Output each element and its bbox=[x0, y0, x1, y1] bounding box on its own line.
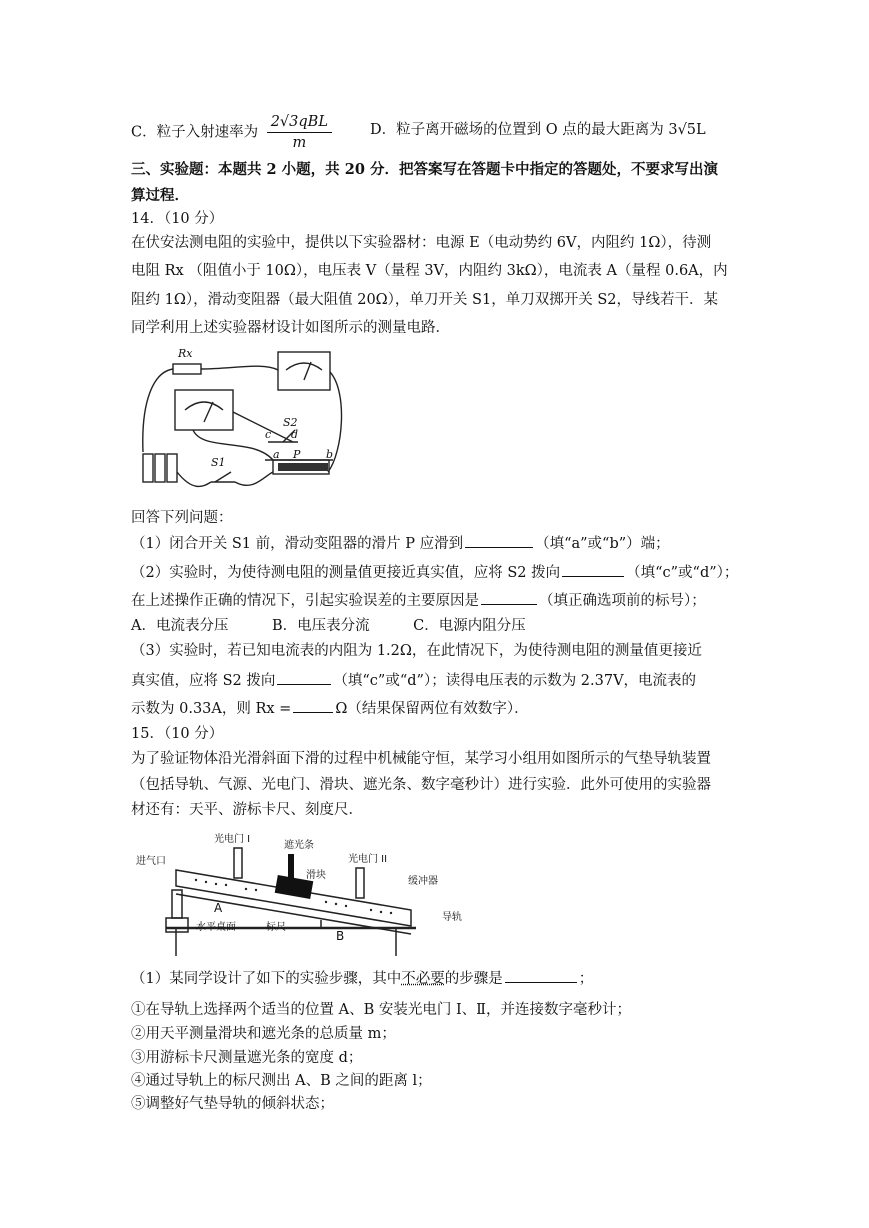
q14-sub3c-text: 示数为 0.33A，则 Rx = bbox=[131, 701, 292, 717]
label-gate-1: 光电门 I bbox=[214, 834, 251, 845]
label-a: a bbox=[273, 448, 280, 461]
label-b: b bbox=[326, 448, 334, 461]
label-rail: 导轨 bbox=[442, 912, 462, 923]
label-gate-2: 光电门 II bbox=[348, 854, 388, 865]
q15-label: 15．（10 分） bbox=[131, 726, 224, 742]
step-4: ④通过导轨上的标尺测出 A、B 之间的距离 l； bbox=[131, 1073, 432, 1089]
q14-para-2: 电阻 Rx （阻值小于 10Ω），电压表 V（量程 3V，内阻约 3kΩ），电流表 A（量程 0.6A，内 bbox=[131, 263, 728, 279]
shade-strip bbox=[288, 854, 294, 880]
q14-choices: A．电流表分压 B．电压表分流 C．电源内阻分压 bbox=[131, 618, 526, 634]
label-buffer: 缓冲器 bbox=[408, 876, 438, 887]
option-c-fraction bbox=[267, 112, 332, 153]
label-a: A bbox=[214, 901, 223, 915]
q14-sub3a: （3）实验时，若已知电流表的内阻为 1.2Ω，在此情况下，为使待测电阻的测量值更接近 bbox=[131, 643, 702, 659]
q14-sub1-text: （1）闭合开关 S1 前，滑动变阻器的滑片 P 应滑到 bbox=[131, 536, 464, 552]
q15-para-2: （包括导轨、气源、光电门、滑块、遮光条、数字毫秒计）进行实验．此外可使用的实验器 bbox=[131, 777, 711, 793]
q14-sub3c bbox=[131, 698, 529, 719]
label-rx: Rx bbox=[178, 347, 193, 360]
q14-sub1-tail: （填“a”或“b”）端； bbox=[535, 536, 670, 552]
fraction-numerator: 2√3qBL bbox=[267, 112, 332, 133]
answer-intro: 回答下列问题： bbox=[131, 510, 233, 526]
step-3: ③用游标卡尺测量遮光条的宽度 d； bbox=[131, 1050, 363, 1066]
q14-sub2-tail: （填“c”或“d”）； bbox=[626, 565, 739, 581]
label-desk: 水平桌面 bbox=[196, 922, 236, 933]
option-c bbox=[131, 112, 336, 153]
q14-para-3: 阻约 1Ω），滑动变阻器（最大阻值 20Ω），单刀开关 S1，单刀双掷开关 S2，导线若干．某 bbox=[131, 292, 718, 308]
q14-sub2b bbox=[131, 590, 706, 611]
q14-sub3c-tail: Ω（结果保留两位有效数字）． bbox=[335, 701, 529, 717]
q15-para-3: 材还有：天平、游标卡尺、刻度尺． bbox=[131, 802, 363, 818]
answer-blank[interactable] bbox=[277, 670, 331, 685]
q14-para-1: 在伏安法测电阻的实验中，提供以下实验器材：电源 E（电动势约 6V，内阻约 1Ω），待测 bbox=[131, 235, 712, 251]
q15-sub1 bbox=[131, 968, 593, 989]
answer-blank[interactable] bbox=[481, 590, 537, 605]
label-d: d bbox=[291, 428, 299, 441]
label-slider: 滑块 bbox=[306, 870, 326, 881]
q14-sub3b bbox=[131, 670, 696, 691]
option-d: D．粒子离开磁场的位置到 O 点的最大距离为 3√5L bbox=[370, 122, 706, 138]
ammeter-box bbox=[278, 352, 330, 390]
label-s1: S1 bbox=[211, 456, 226, 469]
rheostat-coil bbox=[278, 463, 328, 471]
label-b: B bbox=[336, 929, 345, 943]
label-inlet: 进气口 bbox=[136, 856, 166, 867]
q15-sub1-text: （1）某同学设计了如下的实验步骤，其中 bbox=[131, 971, 402, 987]
resistor-rx bbox=[173, 364, 201, 374]
answer-blank[interactable] bbox=[505, 968, 577, 983]
answer-blank[interactable] bbox=[465, 533, 533, 548]
voltmeter-box bbox=[175, 390, 233, 430]
q14-sub3b-text: 真实值，应将 S2 拨向 bbox=[131, 673, 276, 689]
label-shade: 遮光条 bbox=[284, 840, 314, 851]
circuit-figure bbox=[133, 342, 348, 497]
q14-para-4: 同学利用上述实验器材设计如图所示的测量电路． bbox=[131, 320, 450, 336]
q14-sub2b-text: 在上述操作正确的情况下，引起实验误差的主要原因是 bbox=[131, 593, 479, 609]
fraction-denominator: m bbox=[292, 135, 307, 151]
step-5: ⑤调整好气垫导轨的倾斜状态； bbox=[131, 1096, 334, 1112]
q14-sub3b-tail: （填“c”或“d”）；读得电压表的示数为 2.37V，电流表的 bbox=[333, 673, 697, 689]
section-heading: 三、实验题：本题共 2 小题，共 20 分．把答案写在答题卡中指定的答题处，不要求写出演 bbox=[131, 161, 718, 178]
emphasis-unnecessary: 不必要 bbox=[401, 971, 445, 987]
step-2: ②用天平测量滑块和遮光条的总质量 m； bbox=[131, 1026, 396, 1042]
label-s2: S2 bbox=[283, 416, 298, 429]
air-track-figure bbox=[136, 828, 506, 958]
label-p: P bbox=[293, 448, 301, 461]
answer-blank[interactable] bbox=[562, 562, 624, 577]
q14-sub2 bbox=[131, 562, 738, 583]
q15-sub1-text-b: 的步骤是 bbox=[444, 971, 503, 987]
answer-blank[interactable] bbox=[293, 698, 333, 713]
q14-sub1 bbox=[131, 533, 670, 554]
q15-sub1-tail: ； bbox=[578, 971, 594, 987]
q14-sub2b-tail: （填正确选项前的标号）； bbox=[539, 593, 706, 609]
option-c-text: C．粒子入射速率为 bbox=[131, 124, 259, 141]
q15-para-1: 为了验证物体沿光滑斜面下滑的过程中机械能守恒，某学习小组用如图所示的气垫导轨装置 bbox=[131, 751, 711, 767]
q14-label: 14．（10 分） bbox=[131, 211, 224, 227]
q14-sub2-text: （2）实验时，为使待测电阻的测量值更接近真实值，应将 S2 拨向 bbox=[131, 565, 561, 581]
step-1: ①在导轨上选择两个适当的位置 A、B 安装光电门 Ⅰ、Ⅱ，并连接数字毫秒计； bbox=[131, 1002, 632, 1018]
label-ruler: 标尺 bbox=[266, 922, 286, 933]
label-c: c bbox=[265, 428, 272, 441]
section-heading-cont: 算过程． bbox=[131, 187, 189, 204]
